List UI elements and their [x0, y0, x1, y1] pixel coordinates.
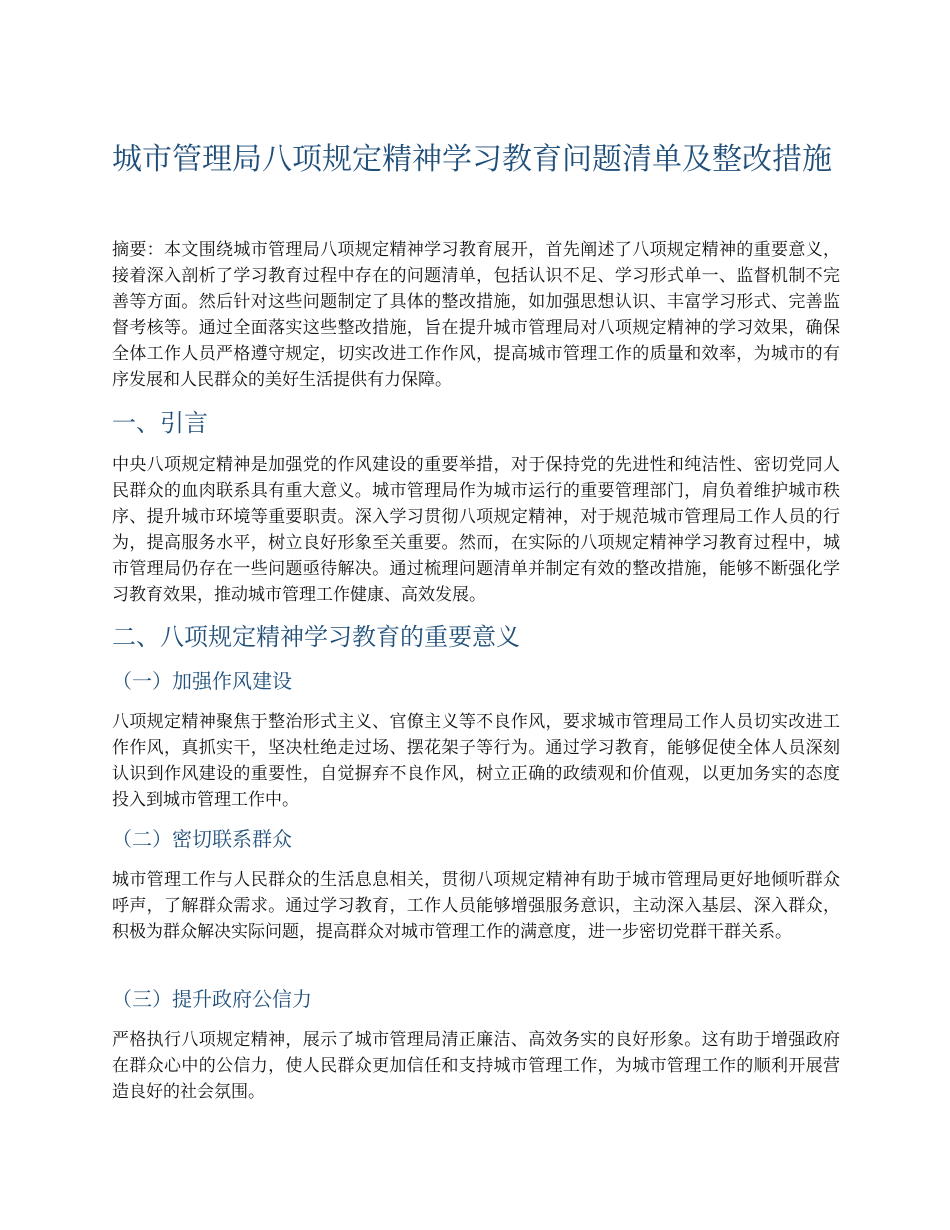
subsection-heading-credibility: （三）提升政府公信力 [112, 987, 312, 1011]
credibility-paragraph: 严格执行八项规定精神，展示了城市管理局清正廉洁、高效务实的良好形象。这有助于增强政府在群众心中的公信力，使人民群众更加信任和支持城市管理工作，为城市管理工作的顺利开展营造良好的社会氛围。 [112, 1030, 840, 1102]
mass-connection-paragraph: 城市管理工作与人民群众的生活息息相关，贯彻八项规定精神有助于城市管理局更好地倾听群众呼声，了解群众需求。通过学习教育，工作人员能够增强服务意识，主动深入基层、深入群众，积极为群众解决实际问题，提高群众对城市管理工作的满意度，进一步密切党群干群关系。 [112, 870, 840, 942]
introduction-paragraph: 中央八项规定精神是加强党的作风建设的重要举措，对于保持党的先进性和纯洁性、密切党同人民群众的血肉联系具有重大意义。城市管理局作为城市运行的重要管理部门，肩负着维护城市秩序、提升城市环境等重要职责。深入学习贯彻八项规定精神，对于规范城市管理局工作人员的行为，提高服务水平，树立良好形象至关重要。然而，在实际的八项规定精神学习教育过程中，城市管理局仍存在一些问题亟待解决。通过梳理问题清单并制定有效的整改措施，能够不断强化学习教育效果，推动城市管理工作健康、高效发展。 [112, 455, 840, 605]
document-title: 城市管理局八项规定精神学习教育问题清单及整改措施 [112, 142, 832, 177]
subsection-heading-work-style: （一）加强作风建设 [112, 669, 292, 693]
subsection-heading-mass-connection: （二）密切联系群众 [112, 827, 292, 851]
work-style-paragraph: 八项规定精神聚焦于整治形式主义、官僚主义等不良作风，要求城市管理局工作人员切实改进工作作风，真抓实干，坚决杜绝走过场、摆花架子等行为。通过学习教育，能够促使全体人员深刻认识到作风建设的重要性，自觉摒弃不良作风，树立正确的政绩观和价值观，以更加务实的态度投入到城市管理工作中。 [112, 712, 840, 810]
section-heading-introduction: 一、引言 [112, 409, 208, 437]
section-heading-significance: 二、八项规定精神学习教育的重要意义 [112, 623, 520, 651]
abstract-paragraph: 摘要：本文围绕城市管理局八项规定精神学习教育展开，首先阐述了八项规定精神的重要意义，接着深入剖析了学习教育过程中存在的问题清单，包括认识不足、学习形式单一、监督机制不完善等方面。然后针对这些问题制定了具体的整改措施，如加强思想认识、丰富学习形式、完善监督考核等。通过全面落实这些整改措施，旨在提升城市管理局对八项规定精神的学习效果，确保全体工作人员严格遵守规定，切实改进工作作风，提高城市管理工作的质量和效率，为城市的有序发展和人民群众的美好生活提供有力保障。 [112, 240, 840, 390]
